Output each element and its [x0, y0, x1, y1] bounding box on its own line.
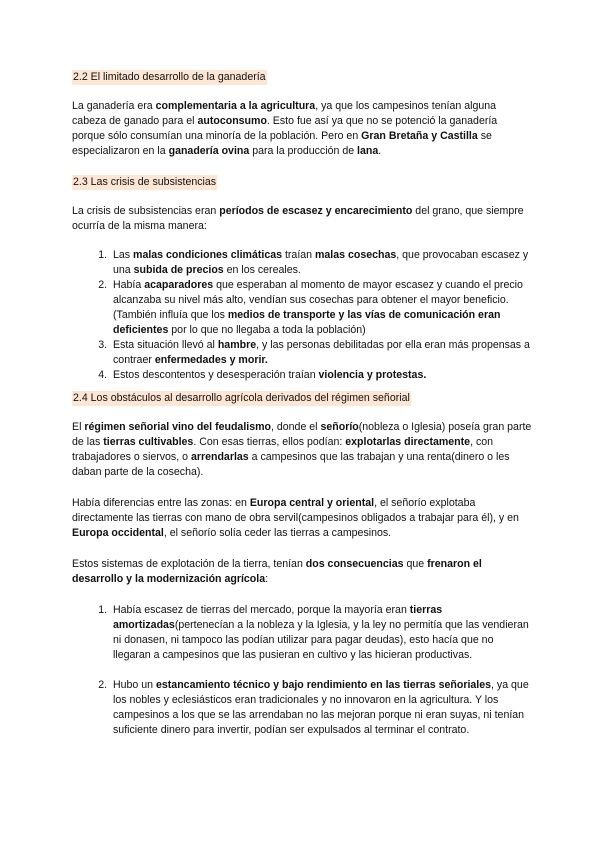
text-run: Las	[113, 249, 134, 261]
text-run: Hubo un	[113, 679, 156, 691]
bold-text: frenaron el desarrollo y la modernización agrícola	[72, 558, 482, 585]
consecuencias-list	[72, 603, 532, 738]
bold-text: estancamiento técnico y bajo rendimiento en las tierras señoriales	[156, 679, 492, 691]
text-run: , ya que los nobles y eclesiásticos eran tradicionales y no innovaron en la agricultura. Y los campesinos a los que se las arrendaban no las mejoran porque ni eran suyas, ni tenían suficiente dinero para invertir, podían ser expulsados al terminar el contrato.	[113, 679, 529, 736]
bold-text: malas condiciones climáticas	[133, 249, 283, 261]
bold-text: ganadería ovina	[168, 145, 250, 157]
section-2-4	[72, 391, 532, 406]
heading-2-3: 2.3 Las crisis de subsistencias	[73, 176, 217, 188]
bold-text: explotarlas directamente	[345, 436, 471, 448]
list-item	[110, 278, 532, 338]
paragraph-regimen	[72, 420, 532, 480]
text-run: . Esto fue así ya que no se potenció la ganadería porque sólo consumían una minoría de la población. Pero en	[72, 115, 498, 142]
text-run: Estos descontentos y desesperación traían	[113, 369, 319, 381]
heading-2-4: 2.4 Los obstáculos al desarrollo agrícola derivados del régimen señorial	[73, 392, 410, 404]
list-item	[110, 338, 532, 368]
text-run: traían	[282, 249, 315, 261]
text-run: a campesinos que las trabajan y una renta(dinero o les daban parte de la cosecha).	[72, 451, 510, 478]
bold-text: enfermedades y morir.	[154, 354, 268, 366]
text-run: Había	[113, 279, 145, 291]
paragraph-ganaderia	[72, 99, 532, 159]
text-run: se especializaron en la	[72, 130, 492, 157]
text-run: para la producción de	[249, 145, 358, 157]
crisis-list	[72, 248, 532, 383]
bold-text: medios de transporte y las vías de comunicación eran deficientes	[113, 309, 501, 336]
bold-text: Europa central y oriental	[249, 497, 375, 509]
paragraph-diferencias	[72, 496, 532, 541]
text-run: del grano, que siempre ocurría de la misma manera:	[72, 205, 524, 232]
text-run: Había escasez de tierras del mercado, porque la mayoría eran	[113, 604, 410, 616]
text-run: que	[403, 558, 428, 570]
bold-text: autoconsumo	[197, 115, 267, 127]
bold-text: períodos de escasez y encarecimiento	[219, 205, 413, 217]
text-run: , donde el	[271, 421, 321, 433]
text-run: (nobleza o Iglesia) poseía gran parte de las	[72, 421, 532, 448]
bold-text: lana	[357, 145, 379, 157]
list-item	[110, 678, 532, 738]
text-run: que esperaban al momento de mayor escasez y cuando el precio alcanzaba su nivel más alto, vendían sus cosechas para obtener el mayor beneficio.(También influía que los	[113, 279, 523, 321]
bold-text: violencia y protestas.	[318, 369, 427, 381]
text-run: El	[72, 421, 85, 433]
text-run: La crisis de subsistencias eran	[72, 205, 220, 217]
bold-text: tierras amortizadas	[113, 604, 443, 631]
bold-text: arrendarlas	[190, 451, 249, 463]
paragraph-consecuencias	[72, 557, 532, 587]
bold-text: dos consecuencias	[305, 558, 404, 570]
bold-text: acaparadores	[144, 279, 214, 291]
bold-text: malas cosechas	[315, 249, 397, 261]
text-run: (pertenecían a la nobleza y la Iglesia, y la ley no permitía que las vendieran ni donasen, ni tampoco las podían utilizar para pagar deudas), esto hacía que no llegaran a campesinos que las pusieran en cultivo y las hicieran productivas.	[113, 619, 529, 661]
text-run: Estos sistemas de explotación de la tierra, tenían	[72, 558, 306, 570]
bold-text: tierras cultivables	[103, 436, 194, 448]
bold-text: régimen señorial vino del feudalismo	[84, 421, 271, 433]
text-run: :	[265, 573, 269, 585]
text-run: , con trabajadores o siervos, o	[72, 436, 494, 463]
bold-text: señorío	[320, 421, 359, 433]
text-run: . Con esas tierras, ellos podían:	[193, 436, 346, 448]
bold-text: Europa occidental	[72, 527, 164, 539]
bold-text: hambre	[217, 339, 257, 351]
bold-text: complementaria a la agricultura	[155, 100, 316, 112]
list-item	[110, 368, 532, 383]
text-run: .	[378, 145, 382, 157]
list-item	[110, 603, 532, 663]
text-run: , ya que los campesinos tenían alguna cabeza de ganado para el	[72, 100, 497, 127]
text-run: Había diferencias entre las zonas: en	[72, 497, 250, 509]
document-page	[72, 70, 532, 738]
heading-2-2: 2.2 El limitado desarrollo de la ganadería	[73, 71, 266, 83]
bold-text: subida de precios	[133, 264, 224, 276]
bold-text: Gran Bretaña y Castilla	[361, 130, 478, 142]
text-run: , que provocaban escasez y una	[113, 249, 529, 276]
section-2-2	[72, 70, 532, 85]
section-2-3	[72, 175, 532, 190]
text-run: , y las personas debilitadas por ella eran más propensas a contraer	[113, 339, 530, 366]
text-run: Esta situación llevó al	[113, 339, 218, 351]
text-run: en los cereales.	[223, 264, 301, 276]
text-run: , el señorío solía ceder las tierras a campesinos.	[163, 527, 392, 539]
paragraph-crisis-intro	[72, 204, 532, 234]
list-item	[110, 248, 532, 278]
text-run: La ganadería era	[72, 100, 156, 112]
text-run: por lo que no llegaba a toda la población)	[168, 324, 366, 336]
text-run: , el señorío explotaba directamente las tierras con mano de obra servil(campesinos obligados a trabajar para él), y en	[72, 497, 519, 524]
